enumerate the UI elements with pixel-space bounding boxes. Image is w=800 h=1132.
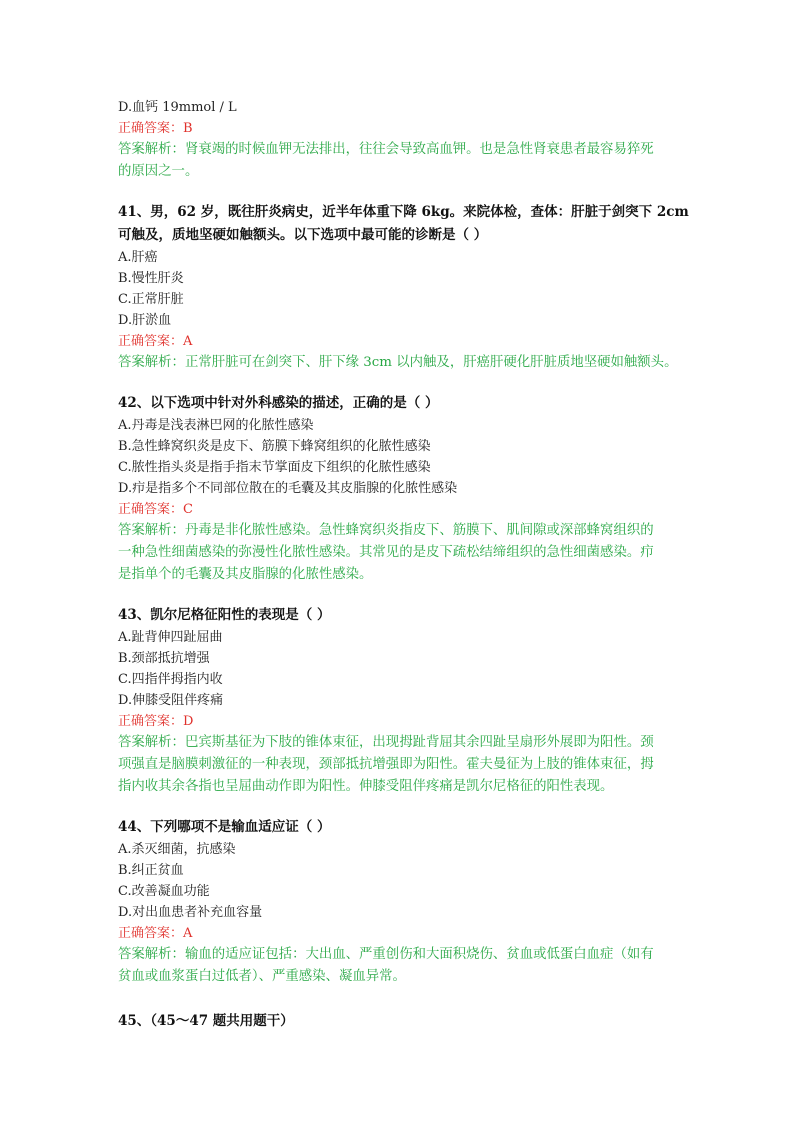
question-block-43 bbox=[118, 604, 688, 798]
question-title: 42、以下选项中针对外科感染的描述，正确的是（ ） bbox=[118, 395, 439, 411]
option-c: C.脓性指头炎是指手指末节掌面皮下组织的化脓性感染 bbox=[118, 460, 431, 475]
question-block-42 bbox=[118, 392, 688, 586]
option-b: B.纠正贫血 bbox=[118, 863, 184, 878]
option-a: A.肝癌 bbox=[118, 250, 158, 265]
option-d: D.疖是指多个不同部位散在的毛囊及其皮脂腺的化脓性感染 bbox=[118, 481, 458, 496]
answer-explanation-line: 答案解析：肾衰竭的时候血钾无法排出，往往会导致高血钾。也是急性肾衰患者最容易猝死 bbox=[118, 142, 654, 157]
option-d: D.肝淤血 bbox=[118, 313, 172, 328]
correct-answer: 正确答案：A bbox=[118, 926, 193, 941]
answer-explanation-line: 一种急性细菌感染的弥漫性化脓性感染。其常见的是皮下疏松结缔组织的急性细菌感染。疖 bbox=[118, 545, 654, 560]
option-d: D.血钙 19mmol / L bbox=[118, 100, 237, 115]
question-title: 43、凯尔尼格征阳性的表现是（ ） bbox=[118, 607, 331, 623]
correct-answer: 正确答案：B bbox=[118, 121, 193, 136]
option-a: A.趾背伸四趾屈曲 bbox=[118, 630, 223, 645]
option-a: A.丹毒是浅表淋巴网的化脓性感染 bbox=[118, 418, 314, 433]
correct-answer: 正确答案：D bbox=[118, 714, 194, 729]
question-title-45: 45、（45～47 题共用题干） bbox=[118, 1013, 294, 1029]
option-c: C.四指伴拇指内收 bbox=[118, 672, 223, 687]
question-block-41 bbox=[118, 201, 688, 374]
answer-explanation-line: 指内收其余各指也呈屈曲动作即为阳性。伸膝受阻伴疼痛是凯尔尼格征的阳性表现。 bbox=[118, 779, 614, 794]
document-page bbox=[118, 97, 688, 1033]
answer-explanation-line: 是指单个的毛囊及其皮脂腺的化脓性感染。 bbox=[118, 567, 373, 582]
answer-explanation-line: 答案解析：输血的适应证包括：大出血、严重创伤和大面积烧伤、贫血或低蛋白血症（如有 bbox=[118, 947, 654, 962]
option-a: A.杀灭细菌，抗感染 bbox=[118, 842, 236, 857]
option-d: D.对出血患者补充血容量 bbox=[118, 905, 263, 920]
option-b: B.颈部抵抗增强 bbox=[118, 651, 210, 666]
prev-question-tail bbox=[118, 97, 688, 183]
answer-explanation-line: 答案解析：正常肝脏可在剑突下、肝下缘 3cm 以内触及，肝癌肝硬化肝脏质地坚硬如触额头。 bbox=[118, 355, 678, 370]
option-c: C.正常肝脏 bbox=[118, 292, 184, 307]
question-title: 可触及，质地坚硬如触额头。以下选项中最可能的诊断是（ ） bbox=[118, 227, 488, 243]
answer-explanation-line: 项强直是脑膜刺激征的一种表现，颈部抵抗增强即为阳性。霍夫曼征为上肢的锥体束征，拇 bbox=[118, 757, 654, 772]
option-c: C.改善凝血功能 bbox=[118, 884, 210, 899]
answer-explanation-line: 答案解析：丹毒是非化脓性感染。急性蜂窝织炎指皮下、筋膜下、肌间隙或深部蜂窝组织的 bbox=[118, 523, 654, 538]
correct-answer: 正确答案：A bbox=[118, 334, 193, 349]
answer-explanation-line: 答案解析：巴宾斯基征为下肢的锥体束征，出现拇趾背屈其余四趾呈扇形外展即为阳性。颈 bbox=[118, 735, 654, 750]
option-d: D.伸膝受阻伴疼痛 bbox=[118, 693, 224, 708]
question-title: 44、下列哪项不是输血适应证（ ） bbox=[118, 819, 331, 835]
option-b: B.慢性肝炎 bbox=[118, 271, 184, 286]
answer-explanation-line: 的原因之一。 bbox=[118, 164, 199, 179]
answer-explanation-line: 贫血或血浆蛋白过低者）、严重感染、凝血异常。 bbox=[118, 969, 406, 984]
correct-answer: 正确答案：C bbox=[118, 502, 193, 517]
question-block-44 bbox=[118, 816, 688, 988]
option-b: B.急性蜂窝织炎是皮下、筋膜下蜂窝组织的化脓性感染 bbox=[118, 439, 431, 454]
question-title: 41、男，62 岁，既往肝炎病史，近半年体重下降 6kg。来院体检，查体：肝脏于剑突下 2cm bbox=[118, 204, 689, 220]
